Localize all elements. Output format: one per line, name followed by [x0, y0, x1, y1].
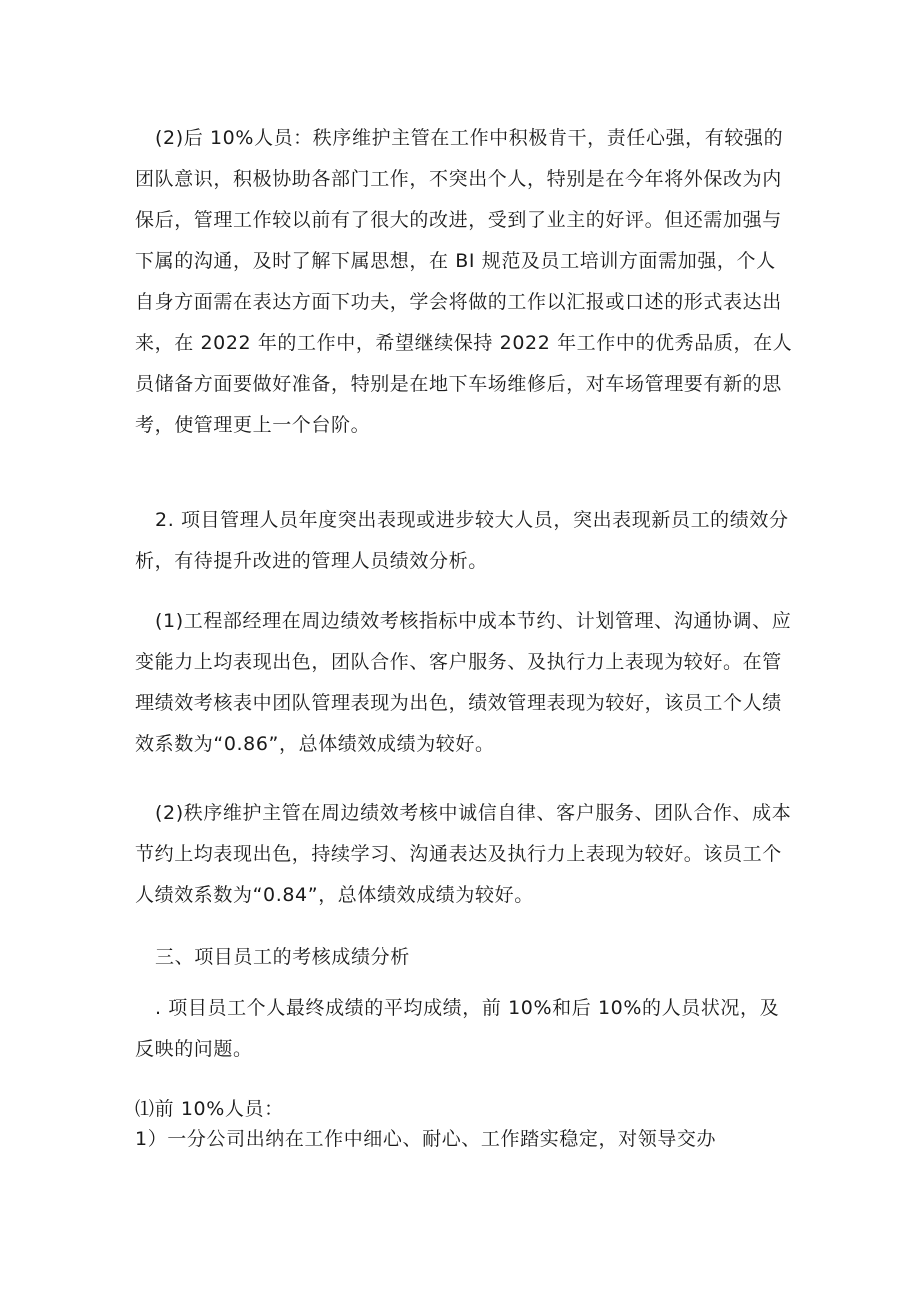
- paragraph-section-2: [135, 500, 795, 582]
- paragraph-rear-10-percent: [135, 118, 795, 446]
- list-item-text: 1）一分公司出纳在工作中细心、耐心、工作踏实稳定，对领导交办: [135, 1128, 717, 1150]
- paragraph-engineering-manager: [135, 601, 795, 765]
- section-heading-3: [135, 937, 795, 978]
- paragraph-text: (1)工程部经理在周边绩效考核指标中成本节约、计划管理、沟通协调、应变能力上均表现出色，团队合作、客户服务、及执行力上表现为较好。在管理绩效考核表中团队管理表现为出色，绩效管理表现为较好，该员工个人绩效系数为“0.86”，总体绩效成绩为较好。: [135, 610, 792, 755]
- paragraph-staff-analysis: [135, 988, 795, 1070]
- heading-text: 三、项目员工的考核成绩分析: [155, 946, 410, 968]
- list-item: [135, 1127, 795, 1152]
- paragraph-text: (2)后 10%人员：秩序维护主管在工作中积极肯干，责任心强，有较强的团队意识，积极协助各部门工作，不突出个人，特别是在今年将外保改为内保后，管理工作较以前有了很大的改进，受到了业主的好评。但还需加强与下属的沟通，及时了解下属思想，在 BI 规范及员工培训方面需加强，个人自身方面需在表达方面下功夫，学会将做的工作以汇报或口述的形式表达出来，在 2022 年的工作中，希望继续保持 2022 年工作中的优秀品质，在人员储备方面要做好准备，特别是在地下车场维修后，对车场管理要有新的思考，使管理更上一个台阶。: [135, 127, 793, 436]
- list-heading: [135, 1097, 795, 1122]
- paragraph-text: 2. 项目管理人员年度突出表现或进步较大人员，突出表现新员工的绩效分析，有待提升改进的管理人员绩效分析。: [135, 509, 789, 572]
- paragraph-text: (2)秩序维护主管在周边绩效考核中诚信自律、客户服务、团队合作、成本节约上均表现出色，持续学习、沟通表达及执行力上表现为较好。该员工个人绩效系数为“0.84”，总体绩效成绩为较好。: [135, 802, 792, 906]
- list-heading-text: ⑴前 10%人员：: [135, 1098, 284, 1120]
- paragraph-text: . 项目员工个人最终成绩的平均成绩，前 10%和后 10%的人员状况，及反映的问题。: [135, 997, 780, 1060]
- paragraph-order-supervisor: [135, 793, 795, 916]
